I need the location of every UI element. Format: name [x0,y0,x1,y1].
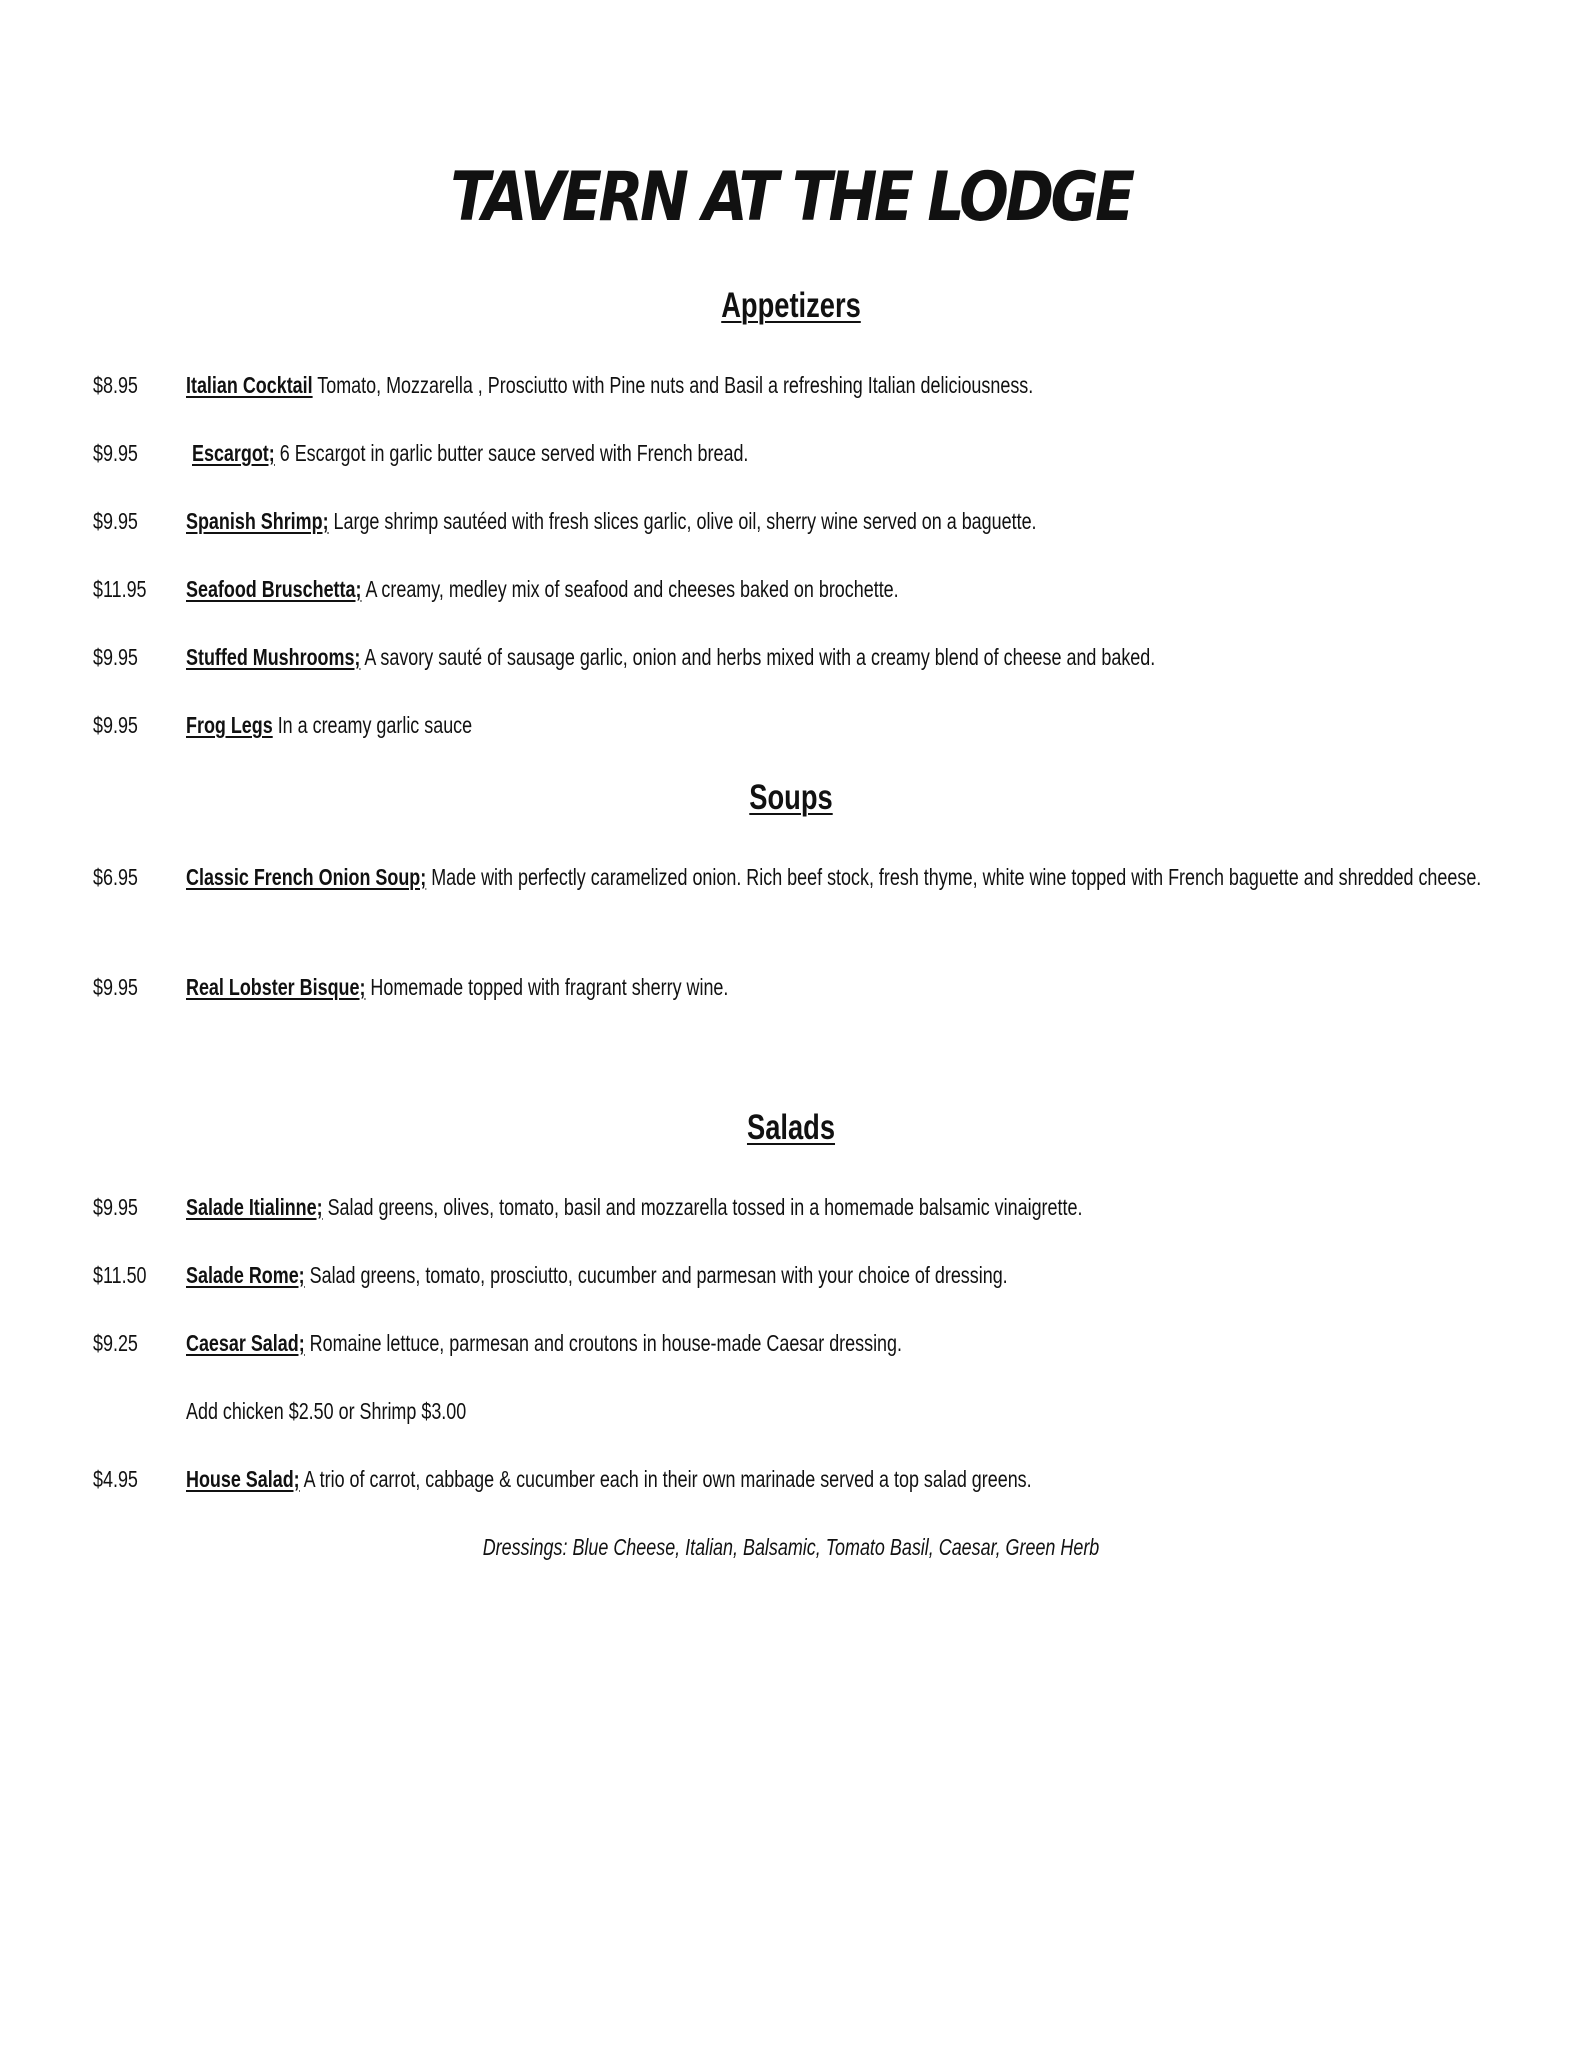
item-description: Made with perfectly caramelized onion. Rich beef stock, fresh thyme, white wine topped with French baguette and shredded cheese. [431,864,1482,890]
item-description: Homemade topped with fragrant sherry wine. [370,974,729,1000]
item-name: House Salad; [186,1466,300,1492]
item-name: Frog Legs [186,712,273,738]
item-body [186,568,1504,610]
item-description: 6 Escargot in garlic butter sauce served with French bread. [279,440,749,466]
item-name: Salade Rome; [186,1262,305,1288]
item-body [186,364,1504,406]
item-description: A creamy, medley mix of seafood and cheeses baked on brochette. [365,576,899,602]
item-description: A trio of carrot, cabbage & cucumber each in their own marinade served a top salad greens. [303,1466,1032,1492]
item-name: Caesar Salad; [186,1330,305,1356]
item-body [192,432,1510,474]
item-description: In a creamy garlic sauce [277,712,473,738]
item-price: $9.95 [93,440,138,466]
item-body [186,1458,1504,1500]
item-body [186,856,1504,898]
item-name: Escargot; [192,440,275,466]
item-name: Italian Cocktail [186,372,313,398]
addon-note: Add chicken $2.50 or Shrimp $3.00 [186,1398,467,1424]
item-price: $11.50 [93,1262,147,1288]
item-body [186,966,1504,1008]
item-price: $8.95 [93,372,138,398]
item-body [186,1254,1504,1296]
item-description: Salad greens, olives, tomato, basil and mozzarella tossed in a homemade balsamic vinaigrette. [327,1194,1083,1220]
dressings-note: Dressings: Blue Cheese, Italian, Balsamic, Tomato Basil, Caesar, Green Herb [482,1534,1100,1560]
item-price: $9.95 [93,712,138,738]
item-price: $9.95 [93,974,138,1000]
item-price: $6.95 [93,864,138,890]
item-name: Stuffed Mushrooms; [186,644,361,670]
item-body [186,1322,1504,1364]
restaurant-title: TAVERN AT THE LODGE [450,158,1132,237]
section-heading-soups: Soups [749,778,833,817]
item-description: Romaine lettuce, parmesan and croutons in house-made Caesar dressing. [309,1330,903,1356]
item-body [186,1186,1504,1228]
item-price: $9.95 [93,1194,138,1220]
section-heading-salads: Salads [746,1108,836,1147]
item-price: $9.95 [93,508,138,534]
section-heading-appetizers: Appetizers [721,286,861,325]
item-price: $11.95 [93,576,147,602]
item-description: Tomato, Mozzarella , Prosciutto with Pine nuts and Basil a refreshing Italian deliciousness. [317,372,1034,398]
item-price: $4.95 [93,1466,138,1492]
item-name: Classic French Onion Soup; [186,864,427,890]
item-body [186,500,1504,542]
item-name: Seafood Bruschetta; [186,576,362,602]
item-name: Spanish Shrimp; [186,508,329,534]
item-name: Real Lobster Bisque; [186,974,366,1000]
item-name: Salade Itialinne; [186,1194,323,1220]
item-description: A savory sauté of sausage garlic, onion and herbs mixed with a creamy blend of cheese and baked. [364,644,1156,670]
item-price: $9.25 [93,1330,138,1356]
item-body [186,636,1504,678]
item-price: $9.95 [93,644,138,670]
item-description: Large shrimp sautéed with fresh slices garlic, olive oil, sherry wine served on a baguette. [333,508,1037,534]
item-description: Salad greens, tomato, prosciutto, cucumber and parmesan with your choice of dressing. [309,1262,1008,1288]
item-body [186,704,1504,746]
